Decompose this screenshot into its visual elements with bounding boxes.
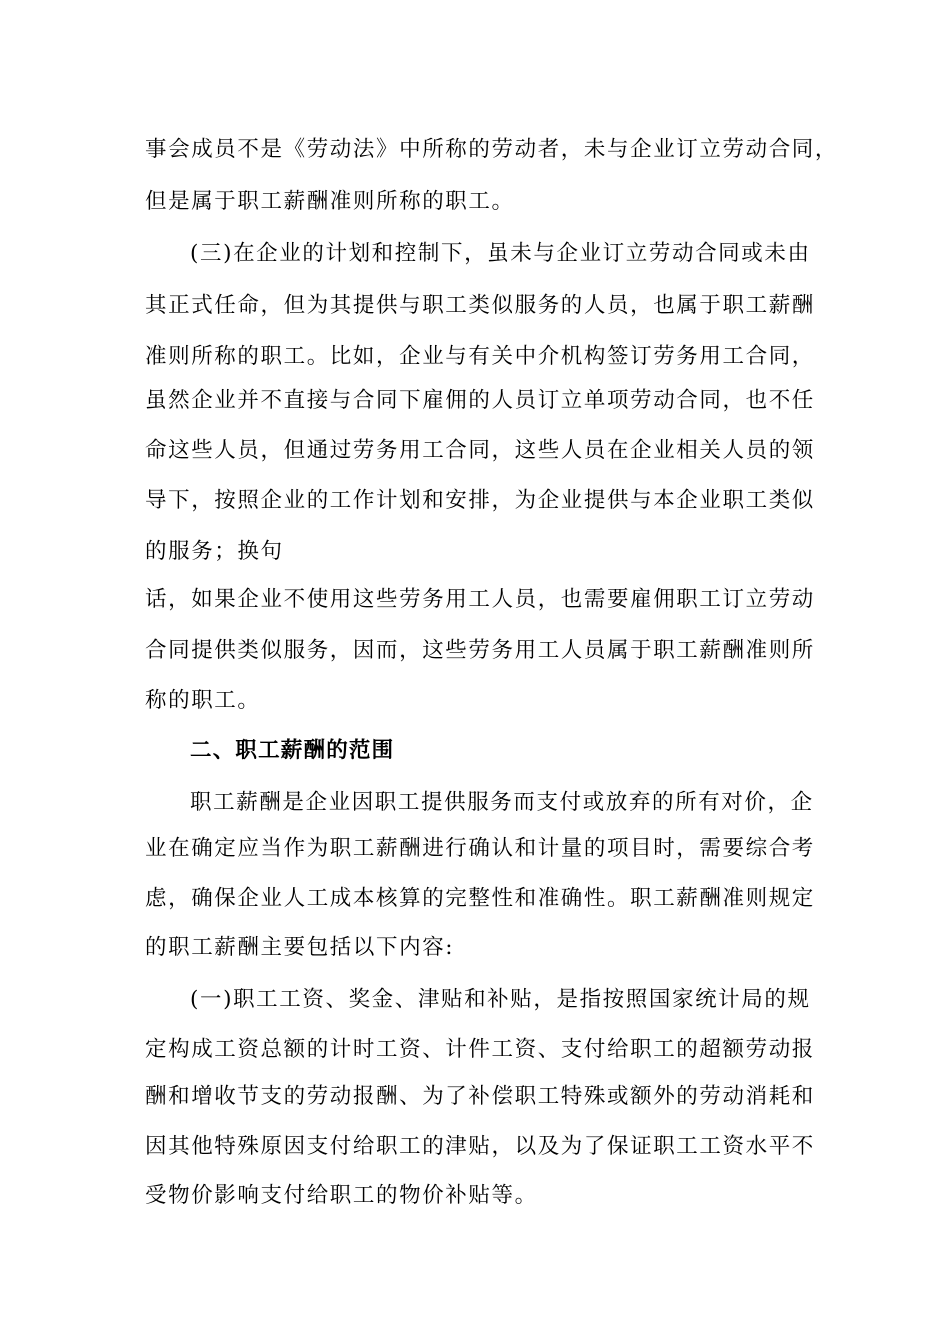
text-line: 业在确定应当作为职工薪酬进行确认和计量的项目时，需要综合考 [145, 836, 815, 861]
text-line: 因其他特殊原因支付给职工的津贴，以及为了保证职工工资水平不 [145, 1134, 815, 1159]
section-heading: 二、职工薪酬的范围 [190, 738, 395, 763]
text-line: 受物价影响支付给职工的物价补贴等。 [145, 1183, 538, 1208]
text-line: 酬和增收节支的劳动报酬、为了补偿职工特殊或额外的劳动消耗和 [145, 1084, 815, 1109]
paragraph-start-line: (三)在企业的计划和控制下，虽未与企业订立劳动合同或未由 [190, 241, 811, 266]
text-line: 其正式任命，但为其提供与职工类似服务的人员，也属于职工薪酬 [145, 293, 815, 318]
text-line: 的服务；换句 [145, 539, 284, 564]
text-line: 定构成工资总额的计时工资、计件工资、支付给职工的超额劳动报 [145, 1037, 815, 1062]
paragraph-start-line: (一)职工工资、奖金、津贴和补贴，是指按照国家统计局的规 [190, 987, 811, 1012]
text-line: 事会成员不是《劳动法》中所称的劳动者，未与企业订立劳动合同， [145, 137, 839, 162]
text-line: 准则所称的职工。比如，企业与有关中介机构签订劳务用工合同， [145, 344, 815, 369]
paragraph-start-line: 职工薪酬是企业因职工提供服务而支付或放弃的所有对价，企 [190, 790, 814, 815]
text-line: 合同提供类似服务，因而，这些劳务用工人员属于职工薪酬准则所 [145, 638, 815, 663]
text-line: 但是属于职工薪酬准则所称的职工。 [145, 189, 515, 214]
text-line: 命这些人员，但通过劳务用工合同，这些人员在企业相关人员的领 [145, 438, 815, 463]
text-line: 的职工薪酬主要包括以下内容: [145, 935, 455, 960]
text-line: 导下，按照企业的工作计划和安排，为企业提供与本企业职工类似 [145, 488, 815, 513]
text-line: 话，如果企业不使用这些劳务用工人员，也需要雇佣职工订立劳动 [145, 587, 815, 612]
text-line: 虑，确保企业人工成本核算的完整性和准确性。职工薪酬准则规定 [145, 886, 815, 911]
text-line: 称的职工。 [145, 688, 261, 713]
text-line: 虽然企业并不直接与合同下雇佣的人员订立单项劳动合同，也不任 [145, 388, 815, 413]
